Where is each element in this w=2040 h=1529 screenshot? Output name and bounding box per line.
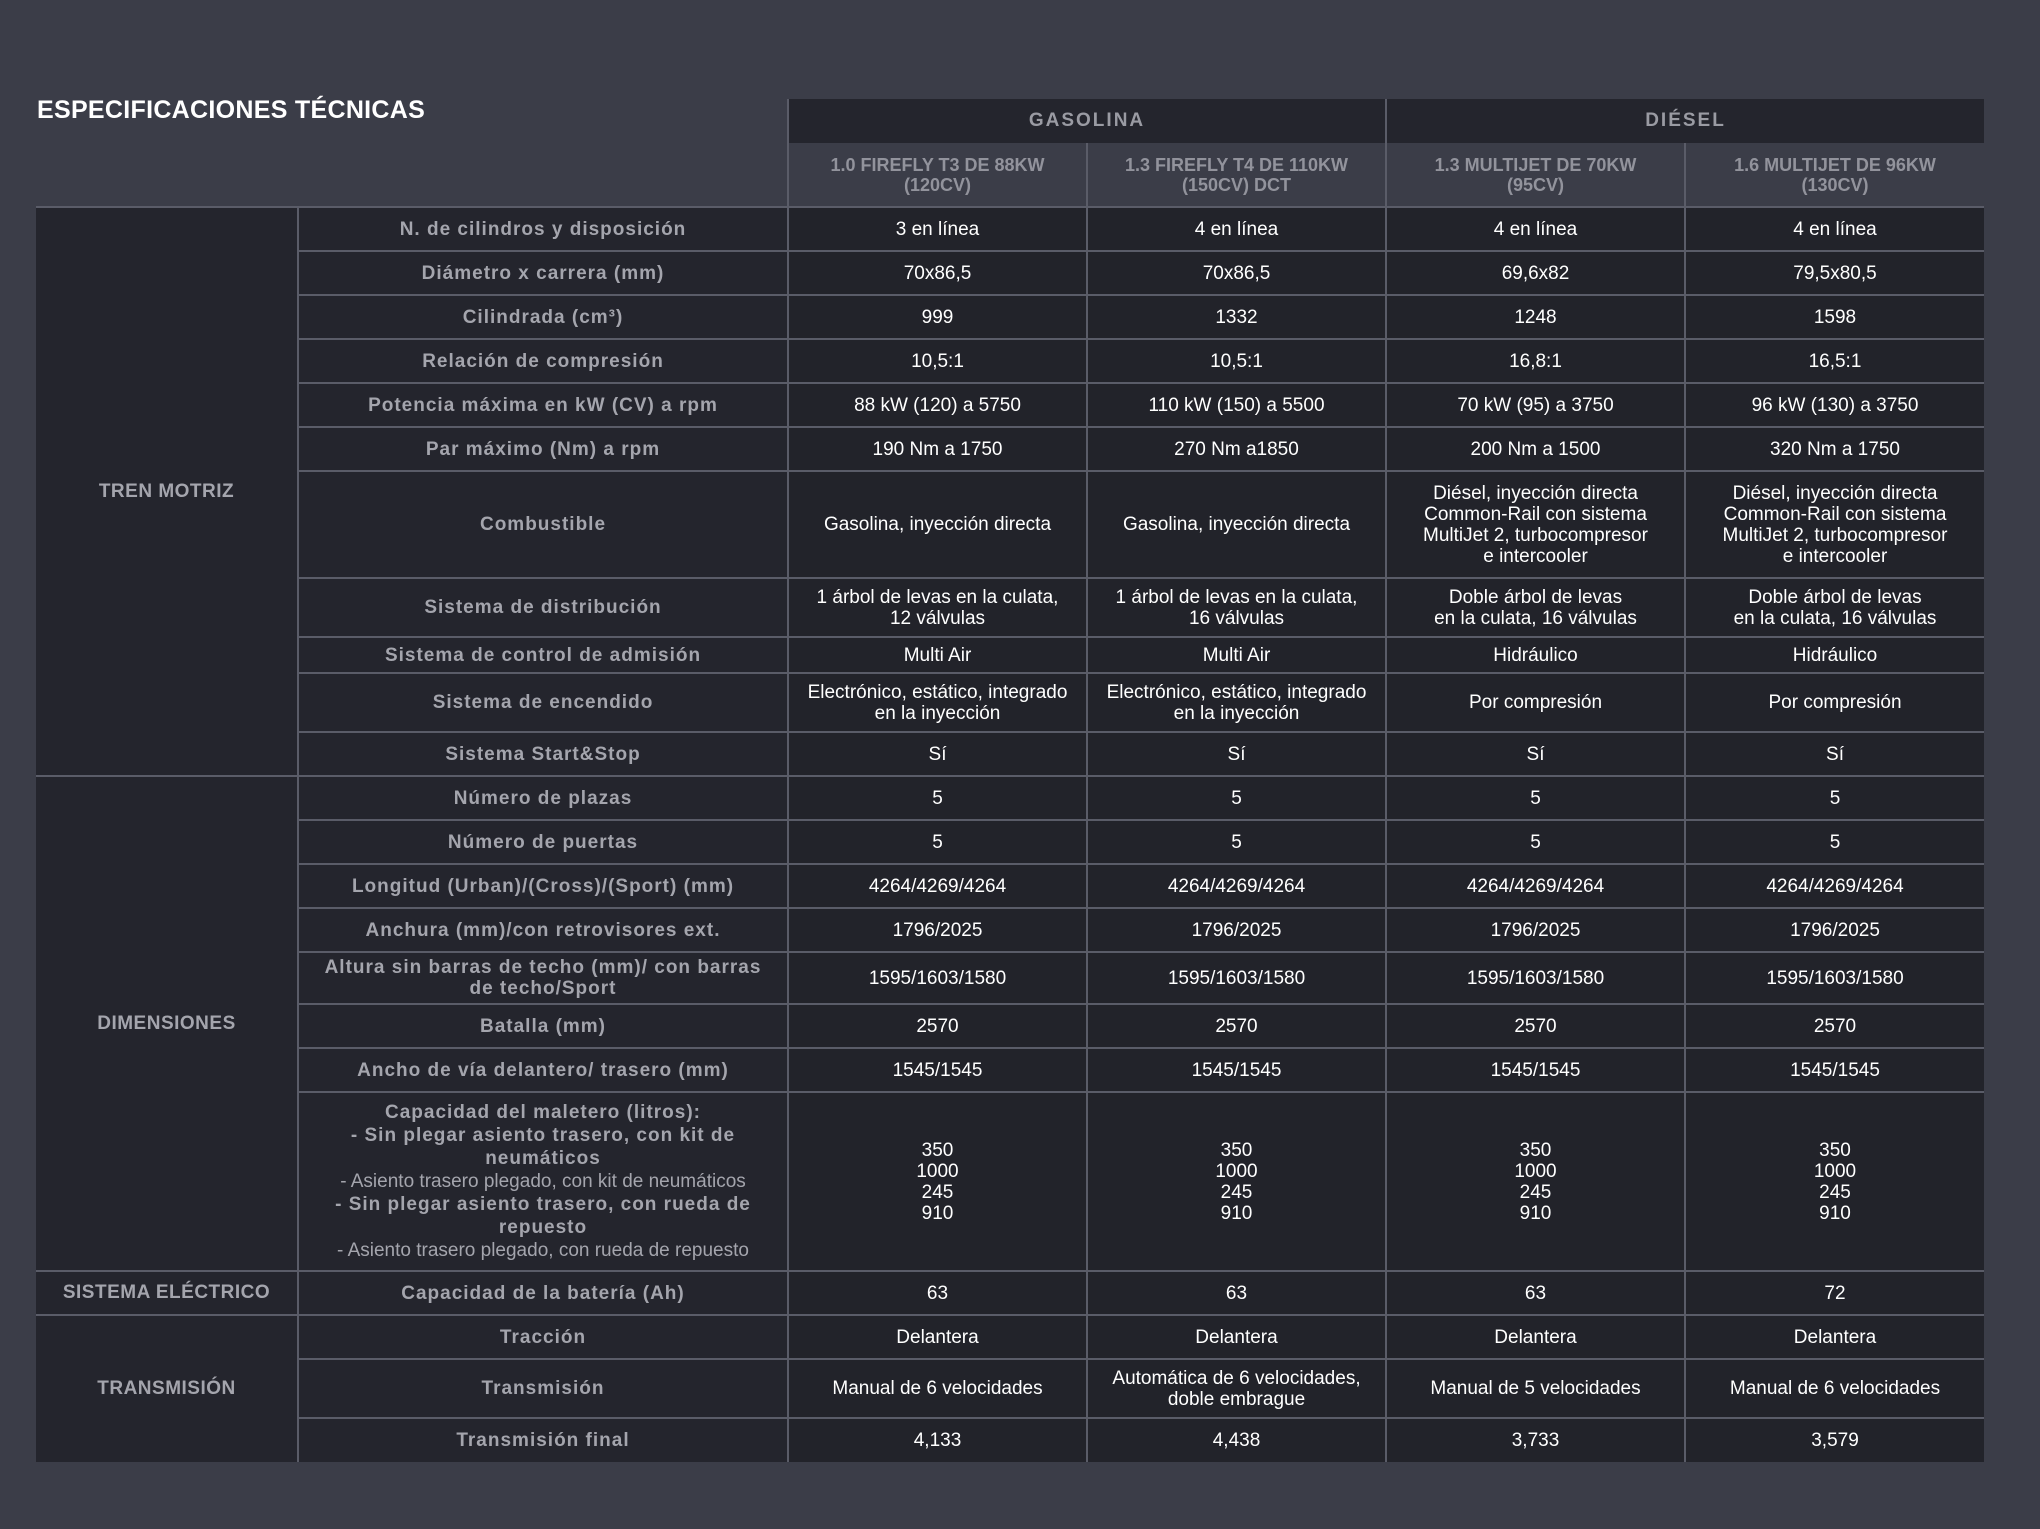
row-label: Longitud (Urban)/(Cross)/(Sport) (mm) [298, 864, 788, 908]
table-row [36, 578, 1984, 637]
row-sublabel: - Sin plegar asiento trasero, con kit de neumáticos [350, 1125, 736, 1169]
table-row [36, 908, 1984, 952]
cell-value: Diésel, inyección directa Common-Rail con sistema MultiJet 2, turbocompresor e intercooler [1685, 471, 1984, 578]
row-label: Capacidad de la batería (Ah) [298, 1271, 788, 1315]
cell-value: 2570 [788, 1004, 1087, 1048]
cell-value: 1595/1603/1580 [788, 952, 1087, 1004]
row-label: Par máximo (Nm) a rpm [298, 427, 788, 471]
table-row [36, 952, 1984, 1004]
cell-value: Multi Air [1087, 637, 1386, 673]
specs-table [36, 99, 1984, 1462]
cell-value: 72 [1685, 1271, 1984, 1315]
cell-value: 10,5:1 [1087, 339, 1386, 383]
cell-value: Delantera [1685, 1315, 1984, 1359]
cell-value: Sí [788, 732, 1087, 776]
cell-value: 1545/1545 [788, 1048, 1087, 1092]
cell-value: Delantera [788, 1315, 1087, 1359]
cell-value: 5 [788, 776, 1087, 820]
row-label: Transmisión final [298, 1418, 788, 1462]
row-label: Ancho de vía delantero/ trasero (mm) [298, 1048, 788, 1092]
cell-value: 10,5:1 [788, 339, 1087, 383]
cell-value: 1248 [1386, 295, 1685, 339]
cell-value: 2570 [1685, 1004, 1984, 1048]
cell-value: 63 [1087, 1271, 1386, 1315]
category-dimensiones: DIMENSIONES [36, 776, 298, 1271]
row-label: Combustible [298, 471, 788, 578]
cell-value: 1 árbol de levas en la culata, 12 válvulas [788, 578, 1087, 637]
table-row [36, 339, 1984, 383]
cell-value: 1595/1603/1580 [1087, 952, 1386, 1004]
engine-header: 1.0 FIREFLY T3 DE 88KW (120CV) [788, 143, 1087, 207]
cell-value: Sí [1087, 732, 1386, 776]
table-row [36, 1004, 1984, 1048]
category-sistema-electrico: SISTEMA ELÉCTRICO [36, 1271, 298, 1315]
page-title: ESPECIFICACIONES TÉCNICAS [37, 96, 426, 124]
cell-value: 96 kW (130) a 3750 [1685, 383, 1984, 427]
cell-value: Hidráulico [1685, 637, 1984, 673]
cell-value: 5 [1685, 820, 1984, 864]
table-row [36, 1359, 1984, 1418]
cell-value: 110 kW (150) a 5500 [1087, 383, 1386, 427]
row-label: Altura sin barras de techo (mm)/ con barras de techo/Sport [298, 952, 788, 1004]
cell-value: 4,438 [1087, 1418, 1386, 1462]
engine-header: 1.3 FIREFLY T4 DE 110KW (150CV) DCT [1087, 143, 1386, 207]
cell-value: 70x86,5 [1087, 251, 1386, 295]
cell-value: Delantera [1386, 1315, 1685, 1359]
cell-value: 1796/2025 [1386, 908, 1685, 952]
cell-value: 69,6x82 [1386, 251, 1685, 295]
cell-value: Delantera [1087, 1315, 1386, 1359]
cell-value: 63 [1386, 1271, 1685, 1315]
cell-value: 1545/1545 [1386, 1048, 1685, 1092]
cell-value: 1332 [1087, 295, 1386, 339]
cell-value: 16,8:1 [1386, 339, 1685, 383]
cell-value: 200 Nm a 1500 [1386, 427, 1685, 471]
cell-value: 350 1000 245 910 [1386, 1092, 1685, 1271]
cell-value: Automática de 6 velocidades, doble embrague [1087, 1359, 1386, 1418]
cell-value: 79,5x80,5 [1685, 251, 1984, 295]
cell-value: Diésel, inyección directa Common-Rail con sistema MultiJet 2, turbocompresor e intercooler [1386, 471, 1685, 578]
table-row [36, 776, 1984, 820]
cell-value: Gasolina, inyección directa [788, 471, 1087, 578]
category-transmision: TRANSMISIÓN [36, 1315, 298, 1462]
engine-header: 1.3 MULTIJET DE 70KW (95CV) [1386, 143, 1685, 207]
table-row [36, 820, 1984, 864]
engine-header: 1.6 MULTIJET DE 96KW (130CV) [1685, 143, 1984, 207]
row-label: Batalla (mm) [298, 1004, 788, 1048]
cell-value: 1545/1545 [1087, 1048, 1386, 1092]
cell-value: 3 en línea [788, 207, 1087, 251]
cell-value: 5 [1386, 776, 1685, 820]
cell-value: 190 Nm a 1750 [788, 427, 1087, 471]
cell-value: 2570 [1386, 1004, 1685, 1048]
row-label [298, 1092, 788, 1271]
table-row [36, 427, 1984, 471]
cell-value: Hidráulico [1386, 637, 1685, 673]
cell-value: 88 kW (120) a 5750 [788, 383, 1087, 427]
cell-value: 1796/2025 [788, 908, 1087, 952]
table-row [36, 471, 1984, 578]
cell-value: Electrónico, estático, integrado en la inyección [788, 673, 1087, 732]
row-label: Diámetro x carrera (mm) [298, 251, 788, 295]
cell-value: 999 [788, 295, 1087, 339]
row-sublabel: - Asiento trasero plegado, con rueda de repuesto [337, 1240, 749, 1261]
cell-value: 4,133 [788, 1418, 1087, 1462]
cell-value: 1545/1545 [1685, 1048, 1984, 1092]
cell-value: Gasolina, inyección directa [1087, 471, 1386, 578]
table-row [36, 864, 1984, 908]
cell-value: 70 kW (95) a 3750 [1386, 383, 1685, 427]
row-label: Relación de compresión [298, 339, 788, 383]
row-label: Sistema Start&Stop [298, 732, 788, 776]
cell-value: 63 [788, 1271, 1087, 1315]
cell-value: Sí [1685, 732, 1984, 776]
cell-value: 1595/1603/1580 [1386, 952, 1685, 1004]
cell-value: 350 1000 245 910 [1087, 1092, 1386, 1271]
cell-value: 1796/2025 [1685, 908, 1984, 952]
cell-value: Doble árbol de levas en la culata, 16 válvulas [1685, 578, 1984, 637]
cell-value: 350 1000 245 910 [788, 1092, 1087, 1271]
row-label: Potencia máxima en kW (CV) a rpm [298, 383, 788, 427]
cell-value: 4 en línea [1685, 207, 1984, 251]
cell-value: 320 Nm a 1750 [1685, 427, 1984, 471]
table-row [36, 251, 1984, 295]
table-row [36, 1048, 1984, 1092]
row-label: N. de cilindros y disposición [298, 207, 788, 251]
cell-value: 3,733 [1386, 1418, 1685, 1462]
cell-value: Manual de 6 velocidades [788, 1359, 1087, 1418]
cell-value: 4264/4269/4264 [1386, 864, 1685, 908]
cell-value: 2570 [1087, 1004, 1386, 1048]
table-row [36, 295, 1984, 339]
row-sublabel: - Asiento trasero plegado, con kit de neumáticos [340, 1171, 746, 1192]
category-tren-motriz: TREN MOTRIZ [36, 207, 298, 776]
cell-value: 5 [1087, 776, 1386, 820]
cell-value: 350 1000 245 910 [1685, 1092, 1984, 1271]
cell-value: Manual de 5 velocidades [1386, 1359, 1685, 1418]
cell-value: 1 árbol de levas en la culata, 16 válvulas [1087, 578, 1386, 637]
cell-value: Electrónico, estático, integrado en la inyección [1087, 673, 1386, 732]
cell-value: 4264/4269/4264 [1685, 864, 1984, 908]
row-label: Tracción [298, 1315, 788, 1359]
cell-value: 70x86,5 [788, 251, 1087, 295]
cell-value: 270 Nm a1850 [1087, 427, 1386, 471]
row-label: Cilindrada (cm³) [298, 295, 788, 339]
cell-value: 5 [1685, 776, 1984, 820]
cell-value: 16,5:1 [1685, 339, 1984, 383]
cell-value: 5 [1087, 820, 1386, 864]
cell-value: 4264/4269/4264 [1087, 864, 1386, 908]
cell-value: Sí [1386, 732, 1685, 776]
table-row [36, 1418, 1984, 1462]
table-row [36, 1315, 1984, 1359]
row-label: Sistema de encendido [298, 673, 788, 732]
cell-value: Manual de 6 velocidades [1685, 1359, 1984, 1418]
table-row [36, 383, 1984, 427]
table-row [36, 673, 1984, 732]
cell-value: 1598 [1685, 295, 1984, 339]
cell-value: 4 en línea [1087, 207, 1386, 251]
group-header-diesel: DIÉSEL [1386, 99, 1984, 143]
cell-value: Por compresión [1386, 673, 1685, 732]
cell-value: 4 en línea [1386, 207, 1685, 251]
row-label: Anchura (mm)/con retrovisores ext. [298, 908, 788, 952]
cell-value: 5 [788, 820, 1087, 864]
cell-value: 1595/1603/1580 [1685, 952, 1984, 1004]
row-label: Transmisión [298, 1359, 788, 1418]
table-row [36, 1092, 1984, 1271]
cell-value: 5 [1386, 820, 1685, 864]
table-row [36, 1271, 1984, 1315]
cell-value: 4264/4269/4264 [788, 864, 1087, 908]
table-row [36, 207, 1984, 251]
cell-value: Doble árbol de levas en la culata, 16 válvulas [1386, 578, 1685, 637]
cell-value: 3,579 [1685, 1418, 1984, 1462]
cell-value: 1796/2025 [1087, 908, 1386, 952]
group-header-gasolina: GASOLINA [788, 99, 1386, 143]
row-label: Sistema de distribución [298, 578, 788, 637]
row-label: Número de puertas [298, 820, 788, 864]
row-sublabel: - Sin plegar asiento trasero, con rueda de repuesto [335, 1194, 751, 1238]
table-row [36, 637, 1984, 673]
row-label: Sistema de control de admisión [298, 637, 788, 673]
cell-value: Por compresión [1685, 673, 1984, 732]
cell-value: Multi Air [788, 637, 1087, 673]
row-label: Número de plazas [298, 776, 788, 820]
row-label-title: Capacidad del maletero (litros): [384, 1102, 701, 1123]
table-row [36, 732, 1984, 776]
